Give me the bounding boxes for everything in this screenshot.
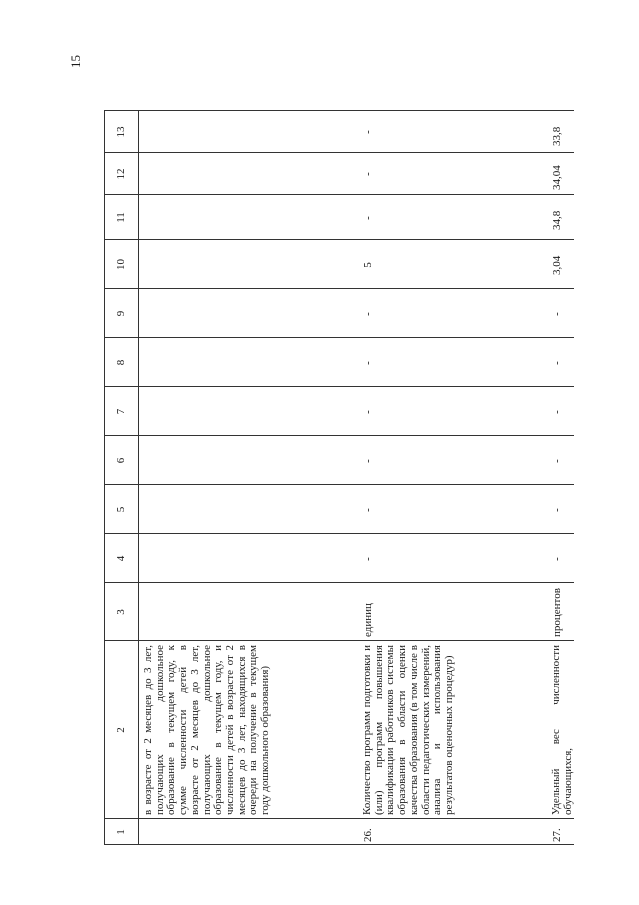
value-cell: - — [551, 557, 563, 561]
header-bottom-border — [138, 111, 139, 845]
value-cell: - — [551, 410, 563, 414]
value-cell: 3,04 — [551, 255, 563, 275]
value-cell: - — [362, 508, 374, 512]
value-cell: - — [362, 410, 374, 414]
value-cell: - — [551, 508, 563, 512]
col-divider — [104, 288, 574, 289]
indicator-text: Удельный вес численности обучающихся, — [550, 645, 574, 815]
col-divider — [104, 533, 574, 534]
col-divider — [104, 582, 574, 583]
value-cell: - — [551, 459, 563, 463]
unit-cell: процентов — [551, 588, 563, 637]
col-divider — [104, 110, 574, 111]
col-divider — [104, 818, 574, 819]
row-number: 27. — [551, 828, 563, 842]
header-col-8: 8 — [115, 359, 127, 366]
header-col-2: 2 — [115, 727, 127, 733]
header-col-7: 7 — [115, 408, 127, 415]
header-col-13: 13 — [115, 126, 127, 138]
header-col-5: 5 — [115, 506, 127, 513]
header-col-11: 11 — [115, 212, 127, 223]
continued-indicator-text: в возрасте от 2 месяцев до 3 лет, получающих дошкольное образование в текущем году, к сумме численности детей в возрасте от 2 месяцев до 3 лет, получающих дошкольное образование в текущем году, и численности детей в возрасте от 2 месяцев до 3 лет, находящихся в очереди на получение в текущем году дошкольного образования) — [142, 645, 272, 815]
header-col-3: 3 — [115, 609, 127, 615]
col-divider — [104, 844, 574, 845]
value-cell: - — [362, 216, 374, 220]
value-cell: 5 — [362, 262, 374, 268]
value-cell: 34,8 — [551, 210, 563, 230]
indicator-text: Количество программ подготовки и (или) программ повышения квалификации работников системы образования в области оценки качества образования (в том числе в области педагогических измерений, анализа и использования результатов оценочных процедур) — [361, 645, 455, 815]
col-divider — [104, 194, 574, 195]
value-cell: - — [362, 312, 374, 316]
col-divider — [104, 337, 574, 338]
header-col-4: 4 — [115, 555, 127, 562]
col-divider — [104, 640, 574, 641]
value-cell: - — [362, 361, 374, 365]
col-divider — [104, 435, 574, 436]
col-divider — [104, 152, 574, 153]
value-cell: 34,04 — [551, 165, 563, 190]
col-divider — [104, 484, 574, 485]
row-number: 26. — [362, 828, 374, 842]
header-col-6: 6 — [115, 457, 127, 464]
value-cell: 33,8 — [551, 126, 563, 146]
header-col-10: 10 — [115, 259, 127, 270]
value-cell: - — [362, 172, 374, 176]
unit-cell: единиц — [362, 603, 374, 637]
col-divider — [104, 239, 574, 240]
value-cell: - — [362, 459, 374, 463]
header-col-9: 9 — [115, 310, 127, 317]
page-number: 15 — [68, 55, 83, 68]
value-cell: - — [551, 312, 563, 316]
value-cell: - — [362, 557, 374, 561]
header-col-12: 12 — [115, 168, 127, 180]
value-cell: - — [551, 361, 563, 365]
col-divider — [104, 386, 574, 387]
header-col-1: 1 — [115, 829, 127, 835]
value-cell: - — [362, 130, 374, 134]
